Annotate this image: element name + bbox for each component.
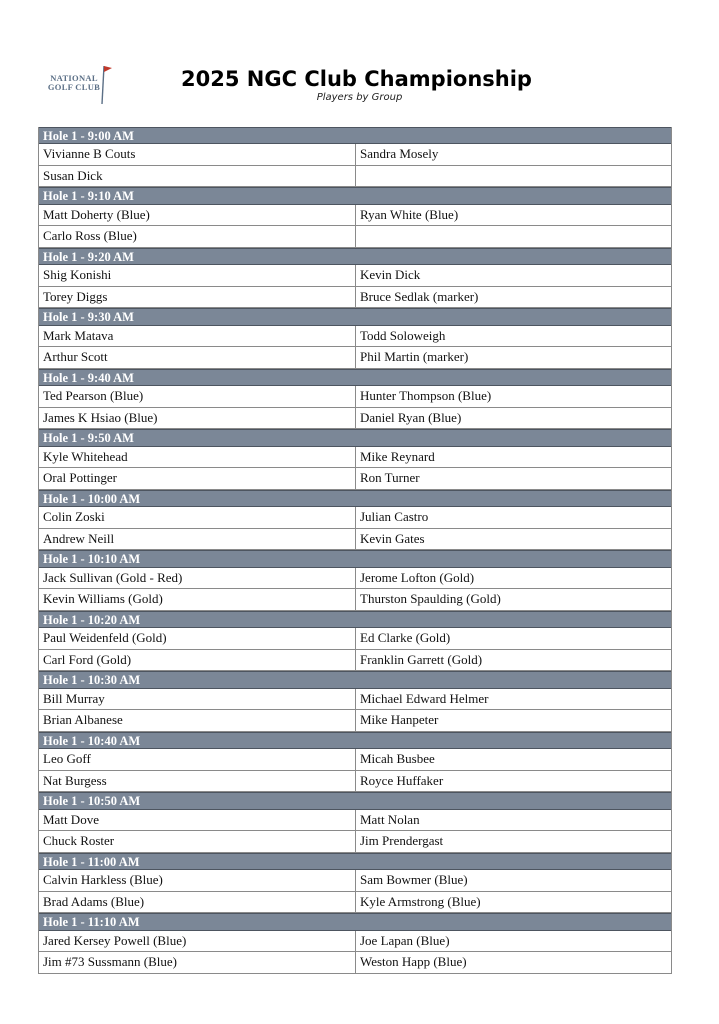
player-name-cell: Royce Huffaker: [360, 772, 444, 788]
player-name-cell: Carl Ford (Gold): [39, 650, 356, 671]
player-row: [39, 689, 671, 711]
player-name-cell: [356, 226, 671, 247]
group-time-header: Hole 1 - 10:50 AM: [39, 792, 671, 809]
group-time-header: Hole 1 - 11:10 AM: [39, 913, 671, 930]
player-name-cell: Kevin Dick: [360, 267, 421, 283]
tee-group: [38, 671, 672, 731]
player-row: [39, 650, 671, 672]
player-name-cell: Jim Prendergast: [360, 833, 444, 849]
player-row: [39, 507, 671, 529]
group-time-header: Hole 1 - 9:20 AM: [39, 248, 671, 265]
player-row: [39, 771, 671, 793]
tee-group: [38, 732, 672, 792]
player-name-cell: Matt Nolan: [360, 811, 420, 827]
player-name-cell: Leo Goff: [39, 749, 356, 770]
player-name-cell: Kyle Armstrong (Blue): [360, 893, 481, 909]
player-row: [39, 870, 671, 892]
player-name-cell: Mark Matava: [39, 326, 356, 347]
player-row: [39, 589, 671, 611]
player-row: [39, 144, 671, 166]
group-time-header: Hole 1 - 9:30 AM: [39, 308, 671, 325]
player-name-cell: Ted Pearson (Blue): [39, 386, 356, 407]
player-row: [39, 568, 671, 590]
player-row: [39, 952, 671, 974]
group-time-header: Hole 1 - 9:50 AM: [39, 429, 671, 446]
player-name-cell: Arthur Scott: [39, 347, 356, 368]
player-name-cell: Carlo Ross (Blue): [39, 226, 356, 247]
groups-table: [38, 127, 672, 974]
player-name-cell: Torey Diggs: [39, 287, 356, 308]
player-name-cell: Kevin Gates: [360, 530, 425, 546]
player-row: [39, 347, 671, 369]
player-row: [39, 710, 671, 732]
player-name-cell: Weston Happ (Blue): [360, 954, 467, 970]
player-name-cell: Micah Busbee: [360, 751, 435, 767]
player-name-cell: Calvin Harkless (Blue): [39, 870, 356, 891]
logo-line-2: GOLF CLUB: [47, 82, 101, 92]
tee-group: [38, 611, 672, 671]
player-row: [39, 468, 671, 490]
player-name-cell: Sam Bowmer (Blue): [360, 872, 468, 888]
tee-group: [38, 127, 672, 187]
player-row: [39, 386, 671, 408]
player-name-cell: Nat Burgess: [39, 771, 356, 792]
player-name-cell: Bruce Sedlak (marker): [360, 288, 479, 304]
player-row: [39, 226, 671, 248]
group-time-header: Hole 1 - 9:00 AM: [39, 127, 671, 144]
player-row: [39, 749, 671, 771]
player-row: [39, 529, 671, 551]
player-name-cell: Jerome Lofton (Gold): [360, 569, 475, 585]
player-row: [39, 931, 671, 953]
group-time-header: Hole 1 - 10:40 AM: [39, 732, 671, 749]
player-name-cell: [356, 166, 671, 187]
player-name-cell: Mike Hanpeter: [360, 712, 439, 728]
player-row: [39, 287, 671, 309]
player-name-cell: Andrew Neill: [39, 529, 356, 550]
player-row: [39, 265, 671, 287]
player-row: [39, 447, 671, 469]
player-name-cell: Thurston Spaulding (Gold): [360, 591, 501, 607]
player-name-cell: Sandra Mosely: [360, 146, 439, 162]
tee-group: [38, 792, 672, 852]
group-time-header: Hole 1 - 9:10 AM: [39, 187, 671, 204]
group-time-header: Hole 1 - 10:00 AM: [39, 490, 671, 507]
player-name-cell: Paul Weidenfeld (Gold): [39, 628, 356, 649]
player-name-cell: Jack Sullivan (Gold - Red): [39, 568, 356, 589]
player-name-cell: Shig Konishi: [39, 265, 356, 286]
player-name-cell: James K Hsiao (Blue): [39, 408, 356, 429]
player-name-cell: Todd Soloweigh: [360, 327, 446, 343]
player-name-cell: Vivianne B Couts: [39, 144, 356, 165]
player-name-cell: Joe Lapan (Blue): [360, 932, 450, 948]
group-time-header: Hole 1 - 9:40 AM: [39, 369, 671, 386]
page-title: 2025 NGC Club Championship: [181, 67, 532, 91]
player-row: [39, 831, 671, 853]
player-name-cell: Matt Doherty (Blue): [39, 205, 356, 226]
tee-group: [38, 490, 672, 550]
player-name-cell: Hunter Thompson (Blue): [360, 388, 492, 404]
player-row: [39, 810, 671, 832]
tee-group: [38, 429, 672, 489]
tee-group: [38, 913, 672, 973]
player-name-cell: Chuck Roster: [39, 831, 356, 852]
player-name-cell: Mike Reynard: [360, 448, 435, 464]
player-name-cell: Ron Turner: [360, 470, 420, 486]
player-name-cell: Michael Edward Helmer: [360, 690, 489, 706]
player-name-cell: Bill Murray: [39, 689, 356, 710]
player-name-cell: Jim #73 Sussmann (Blue): [39, 952, 356, 973]
player-name-cell: Julian Castro: [360, 509, 429, 525]
player-row: [39, 408, 671, 430]
player-row: [39, 892, 671, 914]
player-name-cell: Phil Martin (marker): [360, 349, 469, 365]
player-name-cell: Ryan White (Blue): [360, 206, 459, 222]
player-name-cell: Oral Pottinger: [39, 468, 356, 489]
player-name-cell: Kyle Whitehead: [39, 447, 356, 468]
logo-line-1: NATIONAL: [50, 73, 98, 83]
tee-group: [38, 308, 672, 368]
tee-group: [38, 550, 672, 610]
player-name-cell: Brad Adams (Blue): [39, 892, 356, 913]
player-name-cell: Matt Dove: [39, 810, 356, 831]
tee-group: [38, 369, 672, 429]
player-name-cell: Ed Clarke (Gold): [360, 630, 451, 646]
player-name-cell: Brian Albanese: [39, 710, 356, 731]
tee-group: [38, 853, 672, 913]
player-name-cell: Franklin Garrett (Gold): [360, 651, 483, 667]
group-time-header: Hole 1 - 10:30 AM: [39, 671, 671, 688]
player-name-cell: Susan Dick: [39, 166, 356, 187]
group-time-header: Hole 1 - 11:00 AM: [39, 853, 671, 870]
player-name-cell: Kevin Williams (Gold): [39, 589, 356, 610]
page-subtitle: Players by Group: [316, 92, 403, 103]
player-row: [39, 166, 671, 188]
page-header: [0, 0, 719, 120]
player-row: [39, 205, 671, 227]
player-name-cell: Colin Zoski: [39, 507, 356, 528]
tee-group: [38, 248, 672, 308]
player-name-cell: Daniel Ryan (Blue): [360, 409, 462, 425]
tee-group: [38, 187, 672, 247]
group-time-header: Hole 1 - 10:10 AM: [39, 550, 671, 567]
player-name-cell: Jared Kersey Powell (Blue): [39, 931, 356, 952]
player-row: [39, 326, 671, 348]
player-row: [39, 628, 671, 650]
group-time-header: Hole 1 - 10:20 AM: [39, 611, 671, 628]
